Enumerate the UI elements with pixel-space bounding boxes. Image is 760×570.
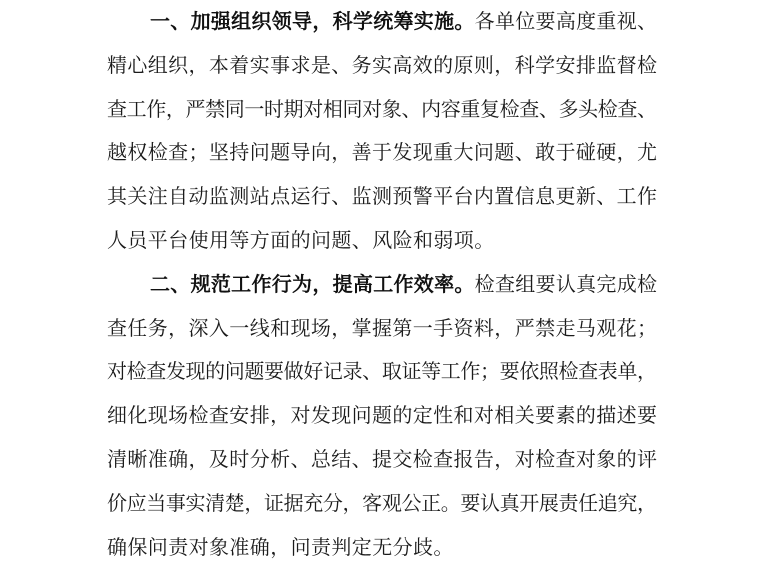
paragraph-2-line-4: 细化现场检查安排，对发现问题的定性和对相关要素的描述要 (107, 403, 657, 428)
paragraph-2-text: 检查组要认真完成检 (474, 271, 657, 296)
paragraph-1-heading: 一、加强组织领导，科学统筹实施。 (150, 9, 475, 33)
paragraph-1-line-4: 越权检查；坚持问题导向，善于发现重大问题、敢于碰硬，尤 (107, 140, 657, 165)
paragraph-2-line-3: 对检查发现的问题要做好记录、取证等工作；要依照检查表单， (107, 359, 657, 384)
paragraph-1-line-3: 查工作，严禁同一时期对相同对象、内容重复检查、多头检查、 (107, 96, 657, 121)
paragraph-2-line-1 (150, 263, 657, 307)
paragraph-1-line-5: 其关注自动监测站点运行、监测预警平台内置信息更新、工作 (107, 184, 657, 209)
paragraph-2-line-7: 确保问责对象准确，问责判定无分歧。 (107, 534, 454, 559)
paragraph-1-line-1 (150, 0, 657, 44)
paragraph-2-line-6: 价应当事实清楚，证据充分，客观公正。要认真开展责任追究， (107, 490, 657, 515)
paragraph-1-line-6: 人员平台使用等方面的问题、风险和弱项。 (107, 228, 495, 252)
paragraph-2-heading: 二、规范工作行为，提高工作效率。 (150, 271, 475, 296)
paragraph-1-line-2: 精心组织，本着实事求是、务实高效的原则，科学安排监督检 (107, 52, 657, 77)
paragraph-2-line-2: 查任务，深入一线和现场，掌握第一手资料，严禁走马观花； (107, 315, 657, 340)
paragraph-2-line-5: 清晰准确，及时分析、总结、提交检查报告，对检查对象的评 (107, 447, 657, 471)
paragraph-1-text: 各单位要高度重视、 (474, 9, 657, 33)
